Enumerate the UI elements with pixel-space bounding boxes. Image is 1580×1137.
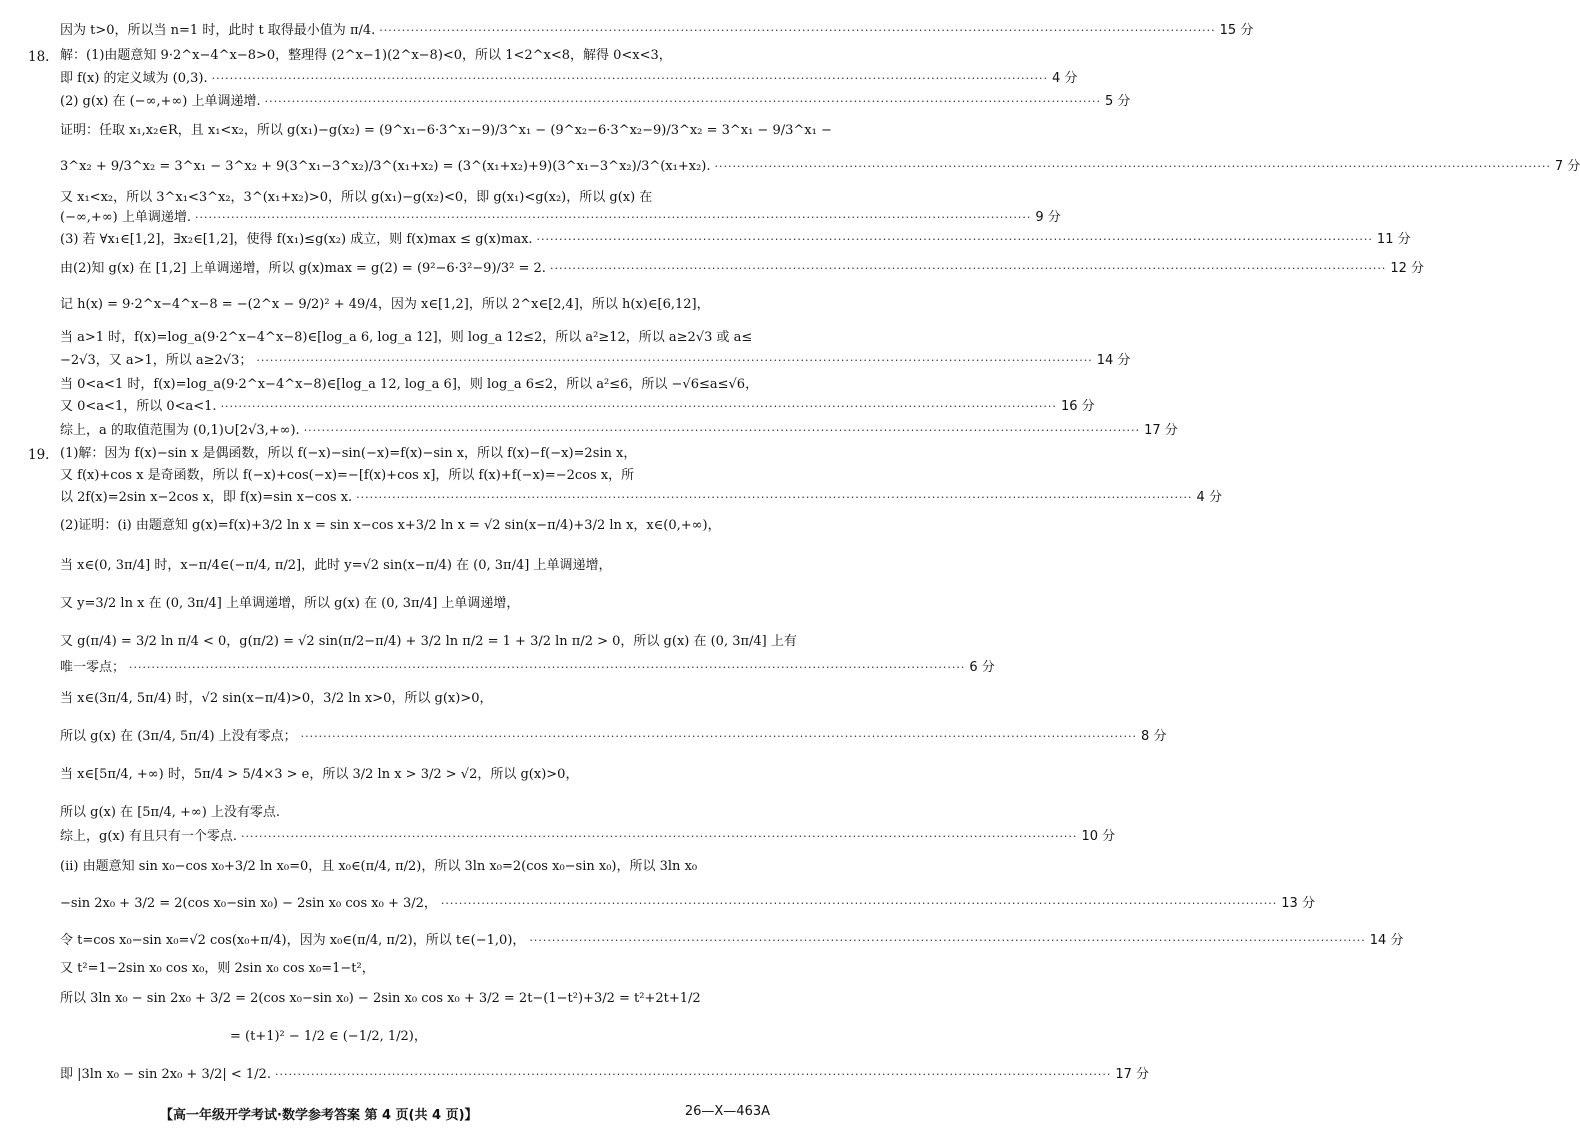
score: 9 分 [1035,210,1061,225]
line-text: 当 a>1 时，f(x)=log_a(9·2^x−4^x−8)∈[log_a 6, log_a 12]，则 log_a 12≤2，所以 a²≥12，所以 a≥2√3 或 a≤ [60,330,753,345]
dot-leader [195,212,1031,225]
score: 10 分 [1081,829,1116,844]
problem-number-19: 19. [28,447,50,463]
dot-leader [221,401,1057,414]
solution-line [60,469,772,484]
dot-leader [550,263,1386,276]
dot-leader [301,731,1137,744]
line-text: 3^x₂ + 9/3^x₂ = 3^x₁ − 3^x₂ + 9(3^x₁−3^x₂)/3^(x₁+x₂) = (3^(x₁+x₂)+9)(3^x₁−3^x₂)/3^(x₁+x₂). [60,159,711,174]
solution-line [60,423,1178,439]
solution-line [60,597,772,612]
line-text: = (t+1)² − 1/2 ∈ (−1/2, 1/2)， [230,1029,427,1044]
line-text: (2)证明：(i) 由题意知 g(x)=f(x)+3/2 ln x = sin x−cos x+3/2 ln x = √2 sin(x−π/4)+3/2 ln x，x∈(0,+∞)， [60,518,721,533]
dot-leader [265,96,1101,109]
line-text: (ii) 由题意知 sin x₀−cos x₀+3/2 ln x₀=0，且 x₀∈(π/4, π/2)，所以 3ln x₀=2(cos x₀−sin x₀)，所以 3ln x₀ [60,859,698,874]
score: 17 分 [1144,423,1178,438]
solution-line [60,447,772,462]
solution-line [60,331,772,346]
line-text: 又 f(x)+cos x 是奇函数，所以 f(−x)+cos(−x)=−[f(x)+cos x]，所以 f(x)+f(−x)=−2cos x，所 [60,468,635,483]
solution-line [60,519,772,534]
solution-line [60,933,1404,949]
line-text: 令 t=cos x₀−sin x₀=√2 cos(x₀+π/4)，因为 x₀∈(π/4, π/2)，所以 t∈(−1,0)， [60,933,526,948]
line-text: (−∞,+∞) 上单调递增. [60,210,191,225]
line-text: 证明：任取 x₁,x₂∈R，且 x₁<x₂，所以 g(x₁)−g(x₂) = (9^x₁−6·3^x₁−9)/3^x₁ − (9^x₂−6·3^x₂−9)/3^x₂ = 3^x₁ − 9/3^x₁ − [60,123,832,138]
line-text: 当 x∈(0, 3π/4] 时，x−π/4∈(−π/4, π/2]，此时 y=√2 sin(x−π/4) 在 (0, 3π/4] 上单调递增， [60,558,612,573]
solution-line [60,298,772,313]
solution-line [60,634,797,650]
solution-line [60,992,772,1007]
solution-line [60,692,772,707]
dot-leader [241,831,1077,844]
score: 7 分 [1554,159,1580,174]
solution-line [60,94,1131,110]
solution-line [60,806,772,821]
score: 16 分 [1060,399,1095,414]
score: 4 分 [1196,490,1222,505]
solution-line [60,860,772,875]
solution-line [230,1030,772,1045]
score: 8 分 [1141,729,1167,744]
line-text: 又 0<a<1，所以 0<a<1. [60,399,217,414]
line-text: 由(2)知 g(x) 在 [1,2] 上单调递增，所以 g(x)max = g(2) = (9²−6·3²−9)/3² = 2. [60,261,546,276]
solution-line [60,962,772,977]
solution-line [60,559,772,574]
dot-leader [356,492,1192,505]
solution-line [60,71,1078,87]
line-text: 当 0<a<1 时，f(x)=log_a(9·2^x−4^x−8)∈[log_a 12, log_a 6]，则 log_a 6≤2，所以 a²≤6，所以 −√6≤a≤√6， [60,377,759,392]
problem-number-18: 18. [28,49,50,65]
line-text: 以 2f(x)=2sin x−2cos x，即 f(x)=sin x−cos x. [60,490,353,505]
line-text: 即 f(x) 的定义域为 (0,3). [60,71,208,86]
line-text: 即 |3ln x₀ − sin 2x₀ + 3/2| < 1/2. [60,1067,271,1082]
line-text: 综上，g(x) 有且只有一个零点. [60,829,238,844]
score: 17 分 [1115,1067,1150,1082]
solution-line [60,399,1095,415]
dot-leader [275,1069,1111,1082]
solution-line [60,829,1116,845]
solution-line [60,729,1167,745]
line-text: 所以 3ln x₀ − sin 2x₀ + 3/2 = 2(cos x₀−sin x₀) − 2sin x₀ cos x₀ + 3/2 = 2t−(1−t²)+3/2 = t²+2t+1/2 [60,991,701,1006]
line-text: −sin 2x₀ + 3/2 = 2(cos x₀−sin x₀) − 2sin x₀ cos x₀ + 3/2， [60,896,437,911]
line-text: 所以 g(x) 在 (3π/4, 5π/4) 上没有零点； [60,729,297,744]
line-text: 又 x₁<x₂，所以 3^x₁<3^x₂，3^(x₁+x₂)>0，所以 g(x₁)−g(x₂)<0，即 g(x₁)<g(x₂)，所以 g(x) 在 [60,190,653,205]
dot-leader [129,662,965,675]
solution-line [60,191,772,206]
line-text: 解：(1)由题意知 9·2^x−4^x−8>0，整理得 (2^x−1)(2^x−8)<0，所以 1<2^x<8，解得 0<x<3， [60,48,672,63]
solution-line [60,378,772,393]
line-text: −2√3，又 a>1，所以 a≥2√3； [60,353,253,368]
dot-leader [256,355,1092,368]
dot-leader [304,425,1140,438]
footer-title: 【高一年级开学考试·数学参考答案 第 4 页(共 4 页)】 [160,1108,478,1123]
dot-leader [715,161,1551,174]
line-text: 当 x∈(3π/4, 5π/4) 时，√2 sin(x−π/4)>0，3/2 ln x>0，所以 g(x)>0， [60,691,493,706]
footer-code: 26—X—463A [684,1104,770,1119]
score: 4 分 [1052,71,1078,86]
line-text: 因为 t>0，所以当 n=1 时，此时 t 取得最小值为 π/4. [60,23,376,38]
score: 14 分 [1096,353,1131,368]
dot-leader [379,25,1215,38]
line-text: 又 t²=1−2sin x₀ cos x₀，则 2sin x₀ cos x₀=1−t²， [60,961,375,976]
solution-line [60,261,1425,277]
solution-line [60,1067,1150,1083]
score: 6 分 [969,660,995,675]
solution-line [60,159,1580,175]
score: 15 分 [1219,23,1254,38]
solution-line [60,768,772,783]
line-text: 又 y=3/2 ln x 在 (0, 3π/4] 上单调递增，所以 g(x) 在 (0, 3π/4] 上单调递增， [60,596,520,611]
line-text: (2) g(x) 在 (−∞,+∞) 上单调递增. [60,94,261,109]
solution-line [60,660,995,676]
solution-line [60,353,1131,369]
solution-line [60,49,772,64]
solution-line [60,23,1254,39]
line-text: (3) 若 ∀x₁∈[1,2]，∃x₂∈[1,2]，使得 f(x₁)≤g(x₂) 成立，则 f(x)max ≤ g(x)max. [60,232,533,247]
line-text: 唯一零点； [60,660,126,675]
line-text: 所以 g(x) 在 [5π/4, +∞) 上没有零点. [60,805,281,820]
solution-line [60,896,1315,912]
score: 13 分 [1281,896,1315,911]
dot-leader [441,898,1277,911]
line-text: 记 h(x) = 9·2^x−4^x−8 = −(2^x − 9/2)² + 49/4，因为 x∈[1,2]，所以 2^x∈[2,4]，所以 h(x)∈[6,12]， [60,297,710,312]
dot-leader [212,73,1048,86]
solution-line [60,210,1061,226]
dot-leader [537,234,1373,247]
score: 14 分 [1369,933,1404,948]
line-text: 当 x∈[5π/4, +∞) 时，5π/4 > 5/4×3 > e，所以 3/2 ln x > 3/2 > √2，所以 g(x)>0， [60,767,579,782]
line-text: (1)解：因为 f(x)−sin x 是偶函数，所以 f(−x)−sin(−x)=f(x)−sin x，所以 f(x)−f(−x)=2sin x， [60,446,637,461]
line-text: 综上，a 的取值范围为 (0,1)∪[2√3,+∞). [60,423,300,438]
solution-line [60,490,1222,506]
dot-leader [529,935,1365,948]
score: 11 分 [1376,232,1411,247]
score: 12 分 [1390,261,1425,276]
line-text: 又 g(π/4) = 3/2 ln π/4 < 0，g(π/2) = √2 sin(π/2−π/4) + 3/2 ln π/2 = 1 + 3/2 ln π/2 > 0，所以 g(x) 在 (0, 3π/4] 上有 [60,634,797,649]
solution-line [60,123,832,139]
solution-line [60,232,1411,248]
score: 5 分 [1104,94,1131,109]
